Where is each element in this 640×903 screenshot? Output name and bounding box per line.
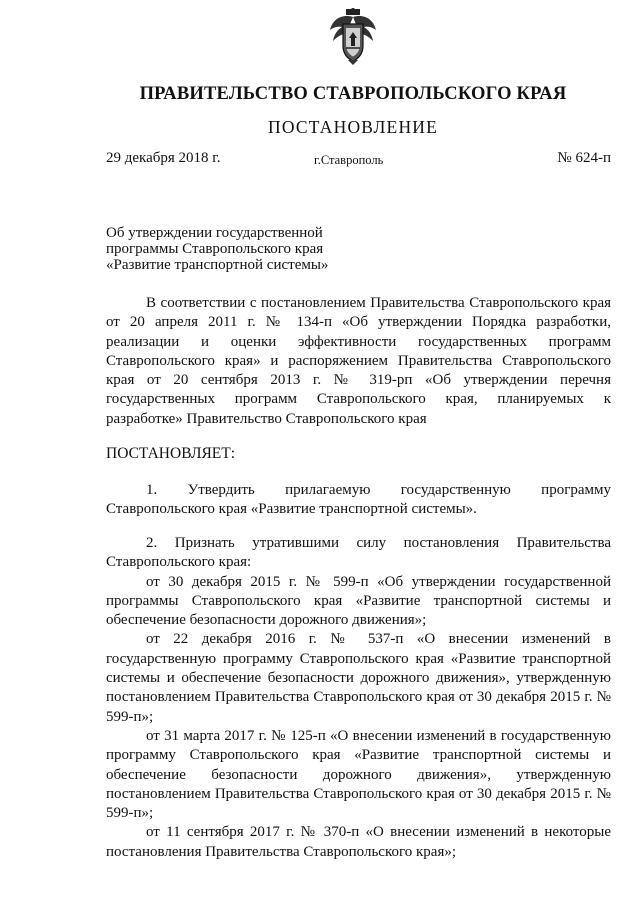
repealed-act-item: от 31 марта 2017 г. № 125-п «О внесении изменений в государственную программу Ставропольского края «Развитие транспортной системы и обеспечение безопасности дорожного движения», утвержденную постановлением Правительства Ставропольского края от 30 декабря 2015 г. № 599-п»;: [106, 727, 611, 822]
repealed-act-item: от 11 сентября 2017 г. № 370-п «О внесении изменений в некоторые постановления Правительства Ставропольского края»;: [106, 824, 611, 860]
subject-line: «Развитие транспортной системы»: [106, 257, 329, 273]
preamble-section: [106, 294, 611, 429]
preamble-paragraph: В соответствии с постановлением Правительства Ставропольского края от 20 апреля 2011 г. № 134-п «Об утверждении Порядка разработки, реализации и оценки эффективности государственных программ Ставропольского края» и распоряжением Правительства Ставропольского края от 20 сентября 2013 г. № 319-рп «Об утверждении перечня государственных программ Ставропольского края, планируемых к разработке» Правительство Ставропольского края: [106, 295, 611, 427]
repealed-act-item: от 22 декабря 2016 г. № 537-п «О внесении изменений в государственную программу Ставропольского края «Развитие транспортной системы и обеспечение безопасности дорожного движения», утвержденную постановлением Правительства Ставропольского края от 30 декабря 2015 г. № 599-п»;: [106, 631, 611, 725]
document-date: 29 декабря 2018 г.: [106, 150, 221, 166]
resolves-heading: ПОСТАНОВЛЯЕТ:: [106, 445, 236, 462]
subject-line: программы Ставропольского края: [106, 241, 324, 257]
document-number: № 624-п: [557, 150, 611, 166]
document-subject: [106, 225, 406, 273]
item-2-section: [106, 534, 611, 862]
item-1-paragraph: 1. Утвердить прилагаемую государственную программу Ставропольского края «Развитие транспортной системы».: [106, 482, 611, 518]
resolves-section: [106, 444, 611, 463]
document-type: ПОСТАНОВЛЕНИЕ: [267, 117, 439, 137]
stavropol-coat-of-arms-icon: [328, 8, 378, 66]
document-city: г.Ставрополь: [314, 153, 384, 167]
repealed-act-item: от 30 декабря 2015 г. № 599-п «Об утверждении государственной программы Ставропольского края «Развитие транспортной системы и обеспечение безопасности дорожного движения»;: [106, 573, 611, 629]
subject-line: Об утверждении государственной: [106, 225, 323, 241]
government-title: ПРАВИТЕЛЬСТВО СТАВРОПОЛЬСКОГО КРАЯ: [139, 84, 567, 104]
document-meta: [106, 150, 611, 172]
item-1-section: [106, 481, 611, 520]
item-2-intro: 2. Признать утратившими силу постановления Правительства Ставропольского края:: [106, 535, 611, 571]
